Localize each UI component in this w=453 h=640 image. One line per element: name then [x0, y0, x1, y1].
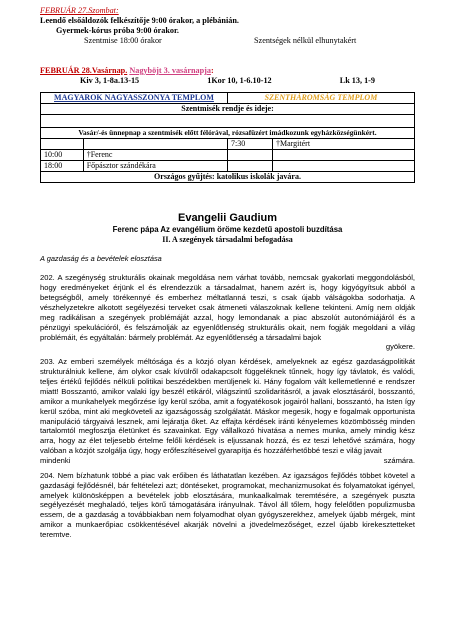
paragraph-202 [40, 273, 415, 352]
article-subtitle: Ferenc pápa Az evangélium öröme kezdetű apostoli buzdítása [112, 225, 343, 235]
article [40, 212, 415, 545]
feb27-line3 [40, 36, 415, 46]
feb27-mass-intention: Szentségek nélkül elhunytakért [254, 36, 357, 45]
paragraph-203-end [40, 456, 415, 466]
intention-left: †Ferenc [83, 150, 227, 161]
intention-left: Főpásztor szándékára [83, 161, 227, 172]
paragraph-202-end: gyökere. [385, 342, 415, 352]
paragraph-204: 204. Nem bízhatunk többé a piac vak erőiben és láthatatlan kezében. Az igazságos fejlődés többet követel a gazdasági fejlődésnél, bár feltételezi azt; döntéseket, programokat, mechanizmusokat és folyamatokat igényel, amelyek különösképpen a bevételek jobb elosztására, munkaalkalmak teremtésére, a szegények puszta segélyezését meghaladó, teljes körű támogatására irányulnak. Távol áll tőlem, hogy felelőtlen populizmusba essem, de a gazdaság a továbbiakban nem folyamodhat olyan gyógyszerekhez, amelyek újabb mérgek, mint amikor a munkaerőpiac csökkentésével akarják növelni a jövedelmezőséget, ezzel újabb kirekesztetteket teremtve. [40, 470, 415, 539]
reading-2: 1Kor 10, 1-6.10-12 [207, 76, 272, 85]
time-left [41, 139, 84, 150]
schedule-table [40, 92, 415, 183]
feb28-lent: Nagyböjt 3. vasárnapja [129, 66, 211, 75]
feb27-mass-time: Szentmise 18:00 órakor [84, 36, 162, 45]
paragraph-203-text: 203. Az emberi személyek méltósága és a közjó olyan kérdések, amelyeknek az egész gazdaságpolitikát strukturálniuk kellene, ám olykor csak kívülről odakapcsolt függeléknek tűnnek, hogy így távlatok, és valódi, teljes értékű fejlődés nélküli politikai beszédekben merüljenek ki. Hány fogalom vált kellemetlenné e rendszer miatt! Bosszantó, amikor valaki így beszél etikáról, világszintű szolidaritásról, a javak elosztásáról, bosszantó, amikor a munkahelyek megőrzése így kerül szóba, amit a fogyatékosok jogairól hallani, bosszantó, ha Isten így kerül szóba, mint aki megköveteli az igazságosság szolgálatát. Máskor megesik, hogy e fogalmak opportunista manipuláció tárgyaivá lesznek, ami lejáratja őket. Az effajta kérdések iránti kényelemes közömbösség minden tartalomtól megfosztja életünket és szavainkat. Egy vállalkozó hivatása a nemes munka, amely mindig kész arra, hogy az élet teljesebb értelme felőli kérdések is eljussanak hozzá, és ez teszi lehetővé számára, hogy valóban a közjót szolgálja úgy, hogy erőfeszítéseivel gyarapítja és hozzáférhetőbbé teszi e világ javait [40, 357, 415, 456]
church-right: SZENTHÁROMSÁG TEMPLOM [227, 93, 414, 104]
reading-3: Lk 13, 1-9 [339, 76, 375, 85]
time-right: 7:30 [227, 139, 272, 150]
readings-line [40, 76, 415, 86]
paragraph-203 [40, 357, 415, 465]
schedule-row [41, 139, 415, 150]
article-section-heading: II. A szegények társadalmi befogadása [162, 234, 293, 244]
empty-row [41, 115, 415, 128]
paragraph-203-end-a: mindenki [40, 455, 71, 465]
feb27-section [40, 6, 415, 46]
intention-right [272, 150, 414, 161]
article-subsection: A gazdaság és a bevételek elosztása [40, 254, 162, 264]
intention-left [83, 139, 227, 150]
paragraph-202-text: 202. A szegénység strukturális okainak megoldása nem várhat tovább, nemcsak gyakorlati meggondolásból, hogy eredményeket érjünk el és elrendezzük a társadalmat, hanem azért is, hogy kigyógyítsuk abból a betegségből, amely törékennyé és emberhez méltatlanná teszi, s csak újabb válságokba sodorhatja. A vészhelyzetekre alkotott segélyezési terveket csak átmeneti válaszoknak kellene tekinteni. Amíg nem oldják meg radikálisan a szegények problémáját azzal, hogy lemondanak a piac abszolút autonómiájáról és a pénzügyi spekulációról, és felszámolják az egyenlőtlenség strukturális okait, nem fogják megoldani a világ problémáit, és egyáltalán: bármely problémát. Az egyenlőtlenség a társadalmi bajok [40, 273, 415, 342]
intention-right [272, 161, 414, 172]
feb28-title [40, 66, 415, 76]
time-right [227, 161, 272, 172]
feb27-title: FEBRUÁR 27.Szombat: [40, 6, 119, 15]
schedule-row [41, 161, 415, 172]
time-left: 18:00 [41, 161, 84, 172]
paragraph-203-end-b: számára. [383, 455, 415, 465]
church-left: MAGYAROK NAGYASSZONYA TEMPLOM [41, 93, 228, 104]
time-left: 10:00 [41, 150, 84, 161]
feb27-line1: Leendő elsőáldozók felkészítője 9:00 órakor, a plébánián. [40, 16, 239, 25]
schedule-note: Vasár/-és ünnepnap a szentmisék előtt félórával, rózsafüzért imádkozunk egyházközségünkért. [41, 128, 415, 139]
feb28-colon: : [210, 66, 214, 75]
collection-note: Országos gyűjtés: katolikus iskolák javára. [41, 172, 415, 183]
reading-1: Kiv 3, 1-8a.13-15 [80, 76, 140, 85]
schedule-subtitle: Szentmisék rendje és ideje: [41, 104, 415, 115]
feb27-line2: Gyermek-kórus próba 9:00 órakor. [56, 26, 179, 35]
feb28-date: FEBRUÁR 28.Vasárnap. [40, 66, 128, 75]
feb28-section [40, 66, 415, 86]
mass-schedule [40, 92, 415, 183]
article-title: Evangelii Gaudium [177, 212, 278, 224]
schedule-row [41, 150, 415, 161]
time-right [227, 150, 272, 161]
intention-right: †Margitért [272, 139, 414, 150]
